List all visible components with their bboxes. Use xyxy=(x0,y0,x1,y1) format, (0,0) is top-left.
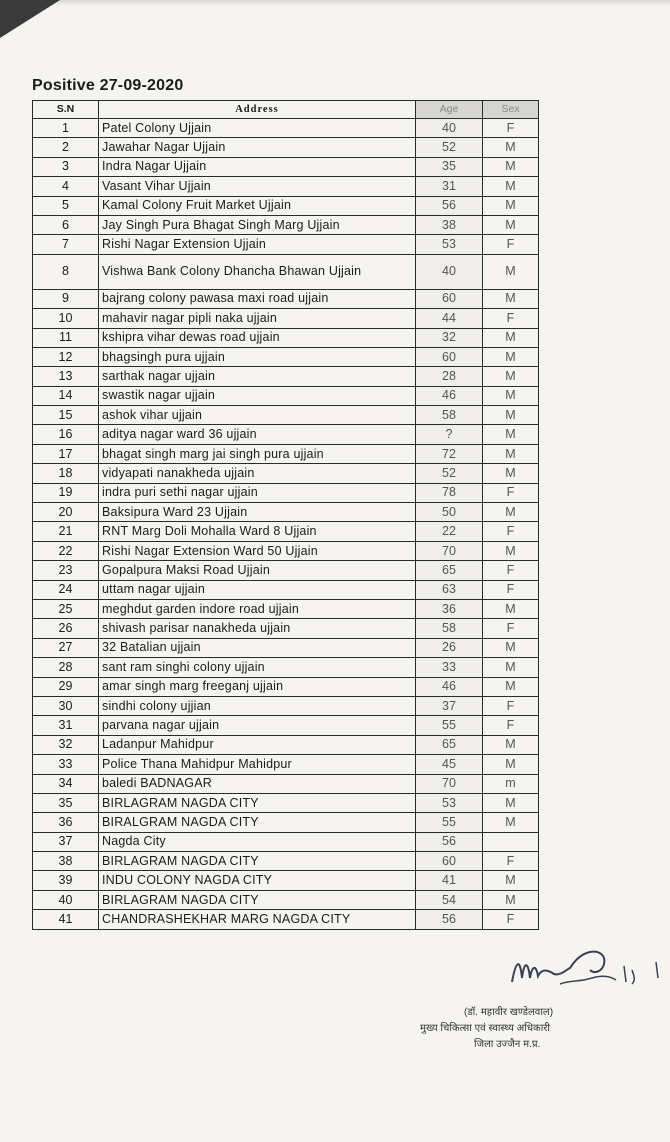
column-header-age: Age xyxy=(416,101,483,119)
table-row xyxy=(33,406,539,425)
cell-sn: 7 xyxy=(33,235,99,254)
column-header-sn: S.N xyxy=(33,101,99,119)
cell-age: 53 xyxy=(416,793,483,812)
table-row xyxy=(33,832,539,851)
cell-sn: 31 xyxy=(33,716,99,735)
table-row xyxy=(33,444,539,463)
cell-age: 70 xyxy=(416,541,483,560)
cell-sex: F xyxy=(483,580,539,599)
cell-address: BIRLAGRAM NAGDA CITY xyxy=(99,890,416,909)
cell-age: 31 xyxy=(416,177,483,196)
cell-address: 32 Batalian ujjain xyxy=(99,638,416,657)
cell-age: 41 xyxy=(416,871,483,890)
cell-address: Jay Singh Pura Bhagat Singh Marg Ujjain xyxy=(99,215,416,234)
cell-age: 55 xyxy=(416,813,483,832)
table-row xyxy=(33,561,539,580)
cell-sex: M xyxy=(483,367,539,386)
cell-address: INDU COLONY NAGDA CITY xyxy=(99,871,416,890)
table-row xyxy=(33,522,539,541)
page-edge-shadow xyxy=(0,0,670,6)
cell-address: mahavir nagar pipli naka ujjain xyxy=(99,309,416,328)
cell-address: Ladanpur Mahidpur xyxy=(99,735,416,754)
cell-age: 52 xyxy=(416,464,483,483)
cell-address: indra puri sethi nagar ujjain xyxy=(99,483,416,502)
table-row xyxy=(33,309,539,328)
signature-designation: मुख्य चिकित्सा एवं स्वास्थ्य अधिकारी xyxy=(420,1023,550,1034)
signature-block xyxy=(420,940,670,1080)
cell-sex: F xyxy=(483,716,539,735)
table-row xyxy=(33,852,539,871)
cell-sn: 28 xyxy=(33,658,99,677)
table-row xyxy=(33,696,539,715)
table-body xyxy=(33,119,539,930)
cell-sn: 9 xyxy=(33,289,99,308)
cell-age: 35 xyxy=(416,157,483,176)
cell-address: Jawahar Nagar Ujjain xyxy=(99,138,416,157)
table-row xyxy=(33,138,539,157)
cell-address: sant ram singhi colony ujjain xyxy=(99,658,416,677)
table-row xyxy=(33,367,539,386)
table-row xyxy=(33,755,539,774)
cell-address: amar singh marg freeganj ujjain xyxy=(99,677,416,696)
cell-age: 78 xyxy=(416,483,483,502)
cell-sn: 2 xyxy=(33,138,99,157)
table-row xyxy=(33,254,539,289)
cell-sex: F xyxy=(483,483,539,502)
cell-sn: 38 xyxy=(33,852,99,871)
cell-sex: F xyxy=(483,522,539,541)
cell-sex: M xyxy=(483,813,539,832)
table-row xyxy=(33,235,539,254)
cell-sn: 41 xyxy=(33,910,99,929)
cell-sex: M xyxy=(483,254,539,289)
table-row xyxy=(33,177,539,196)
cell-age: 60 xyxy=(416,347,483,366)
cell-sn: 13 xyxy=(33,367,99,386)
cell-sex: M xyxy=(483,425,539,444)
cell-age: 38 xyxy=(416,215,483,234)
cell-age: 65 xyxy=(416,735,483,754)
cell-address: uttam nagar ujjain xyxy=(99,580,416,599)
cell-sn: 17 xyxy=(33,444,99,463)
cell-age: 70 xyxy=(416,774,483,793)
cell-age: 26 xyxy=(416,638,483,657)
cell-sn: 22 xyxy=(33,541,99,560)
cell-address: shivash parisar nanakheda ujjain xyxy=(99,619,416,638)
cell-sex: M xyxy=(483,658,539,677)
cell-age: 55 xyxy=(416,716,483,735)
cell-sn: 10 xyxy=(33,309,99,328)
table-row xyxy=(33,541,539,560)
cell-sex: F xyxy=(483,852,539,871)
cell-address: swastik nagar ujjain xyxy=(99,386,416,405)
cell-address: CHANDRASHEKHAR MARG NAGDA CITY xyxy=(99,910,416,929)
table-row xyxy=(33,638,539,657)
cell-sex: M xyxy=(483,541,539,560)
cell-age: 58 xyxy=(416,406,483,425)
table-row xyxy=(33,871,539,890)
cell-sex: M xyxy=(483,735,539,754)
cell-age: 50 xyxy=(416,503,483,522)
cell-address: Gopalpura Maksi Road Ujjain xyxy=(99,561,416,580)
cell-sex: M xyxy=(483,289,539,308)
table-row xyxy=(33,599,539,618)
cell-address: aditya nagar ward 36 ujjain xyxy=(99,425,416,444)
cell-address: ashok vihar ujjain xyxy=(99,406,416,425)
cell-address: meghdut garden indore road ujjain xyxy=(99,599,416,618)
cell-sex: M xyxy=(483,215,539,234)
cell-sn: 15 xyxy=(33,406,99,425)
cell-address: Vishwa Bank Colony Dhancha Bhawan Ujjain xyxy=(99,254,416,289)
cell-sn: 3 xyxy=(33,157,99,176)
cell-age: 40 xyxy=(416,119,483,138)
cell-sn: 19 xyxy=(33,483,99,502)
cell-sex: M xyxy=(483,638,539,657)
cell-age: 44 xyxy=(416,309,483,328)
cell-address: Indra Nagar Ujjain xyxy=(99,157,416,176)
cell-sex: M xyxy=(483,157,539,176)
cell-sn: 25 xyxy=(33,599,99,618)
cell-sn: 36 xyxy=(33,813,99,832)
cell-sex: M xyxy=(483,177,539,196)
cell-address: sindhi colony ujjian xyxy=(99,696,416,715)
cell-address: Rishi Nagar Extension Ward 50 Ujjain xyxy=(99,541,416,560)
cell-sn: 40 xyxy=(33,890,99,909)
cell-address: bhagsingh pura ujjain xyxy=(99,347,416,366)
signature-scribble xyxy=(420,940,670,1010)
cell-age: 72 xyxy=(416,444,483,463)
cell-age: 37 xyxy=(416,696,483,715)
cell-sn: 21 xyxy=(33,522,99,541)
cell-address: Rishi Nagar Extension Ujjain xyxy=(99,235,416,254)
cell-address: bhagat singh marg jai singh pura ujjain xyxy=(99,444,416,463)
cell-sn: 11 xyxy=(33,328,99,347)
cell-sn: 37 xyxy=(33,832,99,851)
cell-age: 58 xyxy=(416,619,483,638)
cell-address: BIRALGRAM NAGDA CITY xyxy=(99,813,416,832)
cell-address: Baksipura Ward 23 Ujjain xyxy=(99,503,416,522)
table-row xyxy=(33,890,539,909)
cell-age: ? xyxy=(416,425,483,444)
cell-sn: 26 xyxy=(33,619,99,638)
cell-age: 53 xyxy=(416,235,483,254)
cell-sex: M xyxy=(483,503,539,522)
cell-sex: M xyxy=(483,599,539,618)
signature-name: (डॉ. महावीर खण्डेलवाल) xyxy=(464,1007,554,1018)
cell-sex: M xyxy=(483,328,539,347)
table-row xyxy=(33,735,539,754)
cell-sex: F xyxy=(483,235,539,254)
cell-sex: M xyxy=(483,196,539,215)
table-row xyxy=(33,464,539,483)
cell-sex: F xyxy=(483,309,539,328)
cell-sex: M xyxy=(483,755,539,774)
cell-address: RNT Marg Doli Mohalla Ward 8 Ujjain xyxy=(99,522,416,541)
cell-age: 65 xyxy=(416,561,483,580)
cell-address: BIRLAGRAM NAGDA CITY xyxy=(99,793,416,812)
table-row xyxy=(33,677,539,696)
column-header-address: Address xyxy=(99,101,416,119)
table-row xyxy=(33,503,539,522)
table-row xyxy=(33,289,539,308)
cell-sn: 33 xyxy=(33,755,99,774)
table-row xyxy=(33,658,539,677)
cell-address: BIRLAGRAM NAGDA CITY xyxy=(99,852,416,871)
cell-sex: F xyxy=(483,119,539,138)
cell-sn: 8 xyxy=(33,254,99,289)
cell-address: kshipra vihar dewas road ujjain xyxy=(99,328,416,347)
cell-sn: 39 xyxy=(33,871,99,890)
cell-address: Nagda City xyxy=(99,832,416,851)
cell-sn: 35 xyxy=(33,793,99,812)
cell-age: 56 xyxy=(416,196,483,215)
cell-sex: M xyxy=(483,793,539,812)
page-corner-shadow xyxy=(0,0,60,38)
cell-address: vidyapati nanakheda ujjain xyxy=(99,464,416,483)
cell-sex: m xyxy=(483,774,539,793)
table-row xyxy=(33,386,539,405)
cell-age: 46 xyxy=(416,677,483,696)
cell-sex: M xyxy=(483,890,539,909)
cell-age: 40 xyxy=(416,254,483,289)
cell-address: bajrang colony pawasa maxi road ujjain xyxy=(99,289,416,308)
cell-address: Kamal Colony Fruit Market Ujjain xyxy=(99,196,416,215)
table-row xyxy=(33,119,539,138)
table-header-row xyxy=(33,101,539,119)
cell-address: sarthak nagar ujjain xyxy=(99,367,416,386)
cell-address: Patel Colony Ujjain xyxy=(99,119,416,138)
cell-sn: 14 xyxy=(33,386,99,405)
cell-sn: 16 xyxy=(33,425,99,444)
cell-sex: M xyxy=(483,386,539,405)
table-row xyxy=(33,580,539,599)
signature-district: जिला उज्जैन म.प्र. xyxy=(474,1039,541,1050)
cell-sex: M xyxy=(483,464,539,483)
cell-sex: M xyxy=(483,138,539,157)
table-row xyxy=(33,793,539,812)
cell-sex: M xyxy=(483,444,539,463)
cell-sn: 5 xyxy=(33,196,99,215)
cell-sex: M xyxy=(483,406,539,425)
cell-sex: F xyxy=(483,696,539,715)
cell-sn: 4 xyxy=(33,177,99,196)
table-row xyxy=(33,328,539,347)
cell-sex: F xyxy=(483,910,539,929)
cell-sex: M xyxy=(483,677,539,696)
cell-age: 56 xyxy=(416,910,483,929)
cell-age: 28 xyxy=(416,367,483,386)
cell-sn: 18 xyxy=(33,464,99,483)
cell-address: Vasant Vihar Ujjain xyxy=(99,177,416,196)
table-row xyxy=(33,196,539,215)
table-row xyxy=(33,347,539,366)
cell-sn: 12 xyxy=(33,347,99,366)
cell-age: 33 xyxy=(416,658,483,677)
column-header-sex: Sex xyxy=(483,101,539,119)
cell-age: 56 xyxy=(416,832,483,851)
cell-sex xyxy=(483,832,539,851)
cell-address: baledi BADNAGAR xyxy=(99,774,416,793)
cell-age: 60 xyxy=(416,289,483,308)
cell-sn: 24 xyxy=(33,580,99,599)
cell-sn: 1 xyxy=(33,119,99,138)
table-row xyxy=(33,619,539,638)
table-row xyxy=(33,215,539,234)
report-heading: Positive 27-09-2020 xyxy=(32,77,184,94)
table-row xyxy=(33,774,539,793)
cell-sn: 29 xyxy=(33,677,99,696)
cell-age: 36 xyxy=(416,599,483,618)
cell-age: 52 xyxy=(416,138,483,157)
positive-cases-table xyxy=(32,100,539,930)
cell-sex: M xyxy=(483,347,539,366)
cell-age: 63 xyxy=(416,580,483,599)
cell-sex: M xyxy=(483,871,539,890)
cell-sn: 20 xyxy=(33,503,99,522)
table-row xyxy=(33,425,539,444)
table-row xyxy=(33,813,539,832)
cell-address: Police Thana Mahidpur Mahidpur xyxy=(99,755,416,774)
table-row xyxy=(33,716,539,735)
table-row xyxy=(33,157,539,176)
cell-age: 22 xyxy=(416,522,483,541)
cell-age: 54 xyxy=(416,890,483,909)
cell-sn: 32 xyxy=(33,735,99,754)
cell-age: 45 xyxy=(416,755,483,774)
cell-sn: 27 xyxy=(33,638,99,657)
cell-age: 60 xyxy=(416,852,483,871)
cell-sn: 34 xyxy=(33,774,99,793)
table-row xyxy=(33,910,539,929)
cell-age: 32 xyxy=(416,328,483,347)
cell-sn: 23 xyxy=(33,561,99,580)
cell-sex: F xyxy=(483,619,539,638)
cell-sex: F xyxy=(483,561,539,580)
cell-sn: 30 xyxy=(33,696,99,715)
cell-address: parvana nagar ujjain xyxy=(99,716,416,735)
table-row xyxy=(33,483,539,502)
cell-age: 46 xyxy=(416,386,483,405)
cell-sn: 6 xyxy=(33,215,99,234)
